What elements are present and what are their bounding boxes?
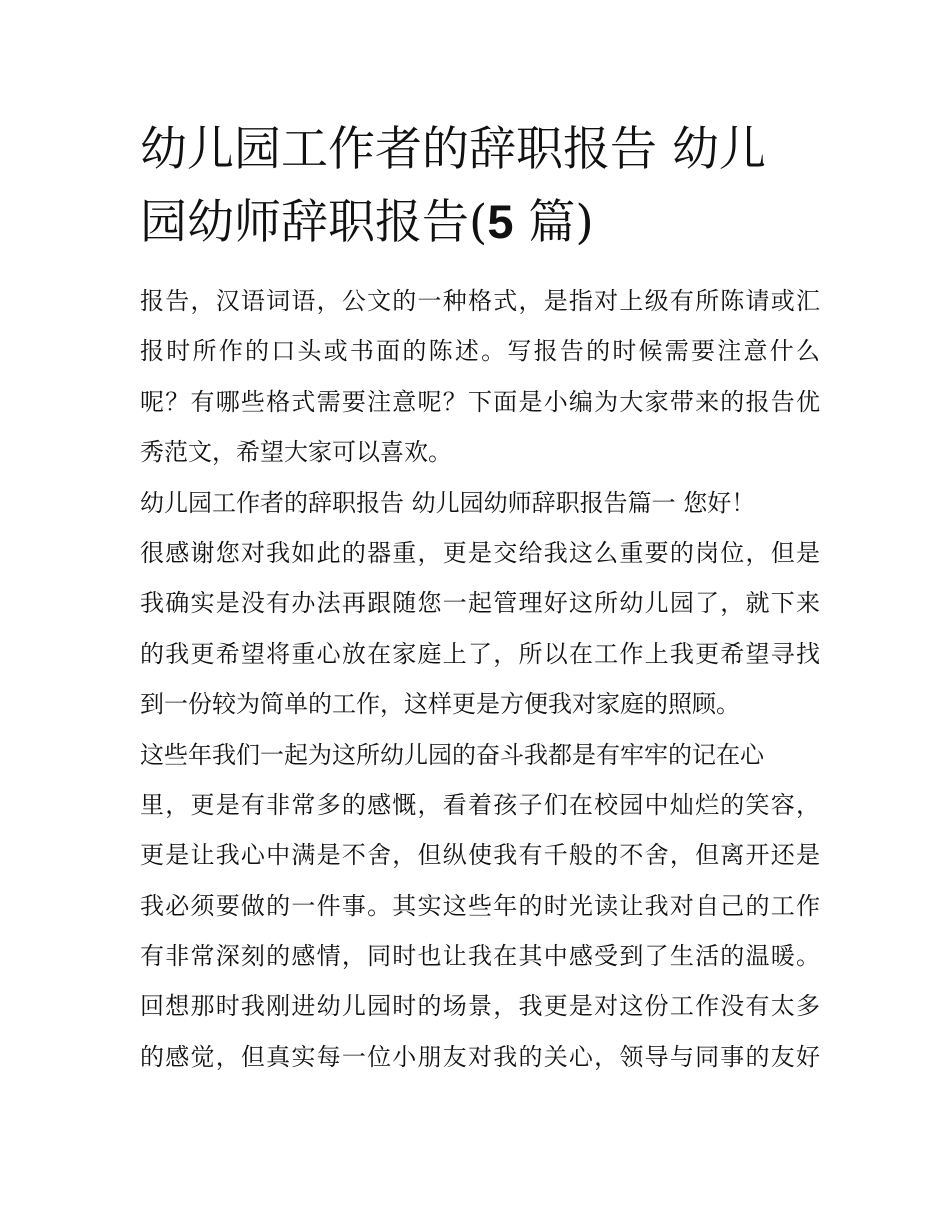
document-title bbox=[140, 114, 820, 259]
body-line-4: 秀范文，希望大家可以喜欢。 bbox=[140, 438, 452, 467]
body-line-14: 有非常深刻的感情，同时也让我在其中感受到了生活的温暖。 bbox=[140, 942, 820, 971]
title-line-2b: 篇) bbox=[513, 195, 594, 250]
body-line-3: 呢？有哪些格式需要注意呢？下面是小编为大家带来的报告优 bbox=[140, 387, 820, 416]
body-line-5: 幼儿园工作者的辞职报告 幼儿园幼师辞职报告篇一 您好！ bbox=[140, 488, 756, 517]
body-line-16: 的感觉，但真实每一位小朋友对我的关心，领导与同事的友好 bbox=[140, 1042, 820, 1071]
body-line-12: 更是让我心中满是不舍，但纵使我有千般的不舍，但离开还是 bbox=[140, 841, 820, 870]
body-line-7: 我确实是没有办法再跟随您一起管理好这所幼儿园了，就下来 bbox=[140, 589, 820, 618]
title-line-1: 幼儿园工作者的辞职报告 幼儿 bbox=[140, 122, 766, 177]
body-line-2: 报时所作的口头或书面的陈述。写报告的时候需要注意什么 bbox=[140, 337, 820, 366]
document-body bbox=[140, 276, 820, 1082]
body-line-8: 的我更希望将重心放在家庭上了，所以在工作上我更希望寻找 bbox=[140, 639, 820, 668]
body-line-1: 报告，汉语词语，公文的一种格式，是指对上级有所陈请或汇 bbox=[140, 287, 820, 315]
body-line-13: 我必须要做的一件事。其实这些年的时光读让我对自己的工作 bbox=[140, 891, 820, 920]
body-line-15: 回想那时我刚进幼儿园时的场景，我更是对这份工作没有太多 bbox=[140, 992, 820, 1021]
body-line-10: 这些年我们一起为这所幼儿园的奋斗我都是有牢牢的记在心 bbox=[140, 740, 764, 769]
body-line-11: 里，更是有非常多的感慨，看着孩子们在校园中灿烂的笑容， bbox=[140, 790, 820, 819]
body-line-6: 很感谢您对我如此的器重，更是交给我这么重要的岗位，但是 bbox=[140, 538, 820, 567]
title-line-2a: 园幼师辞职报告( bbox=[140, 195, 488, 250]
body-line-9: 到一份较为简单的工作，这样更是方便我对家庭的照顾。 bbox=[140, 690, 740, 719]
title-line-2-number: 5 bbox=[487, 195, 514, 248]
